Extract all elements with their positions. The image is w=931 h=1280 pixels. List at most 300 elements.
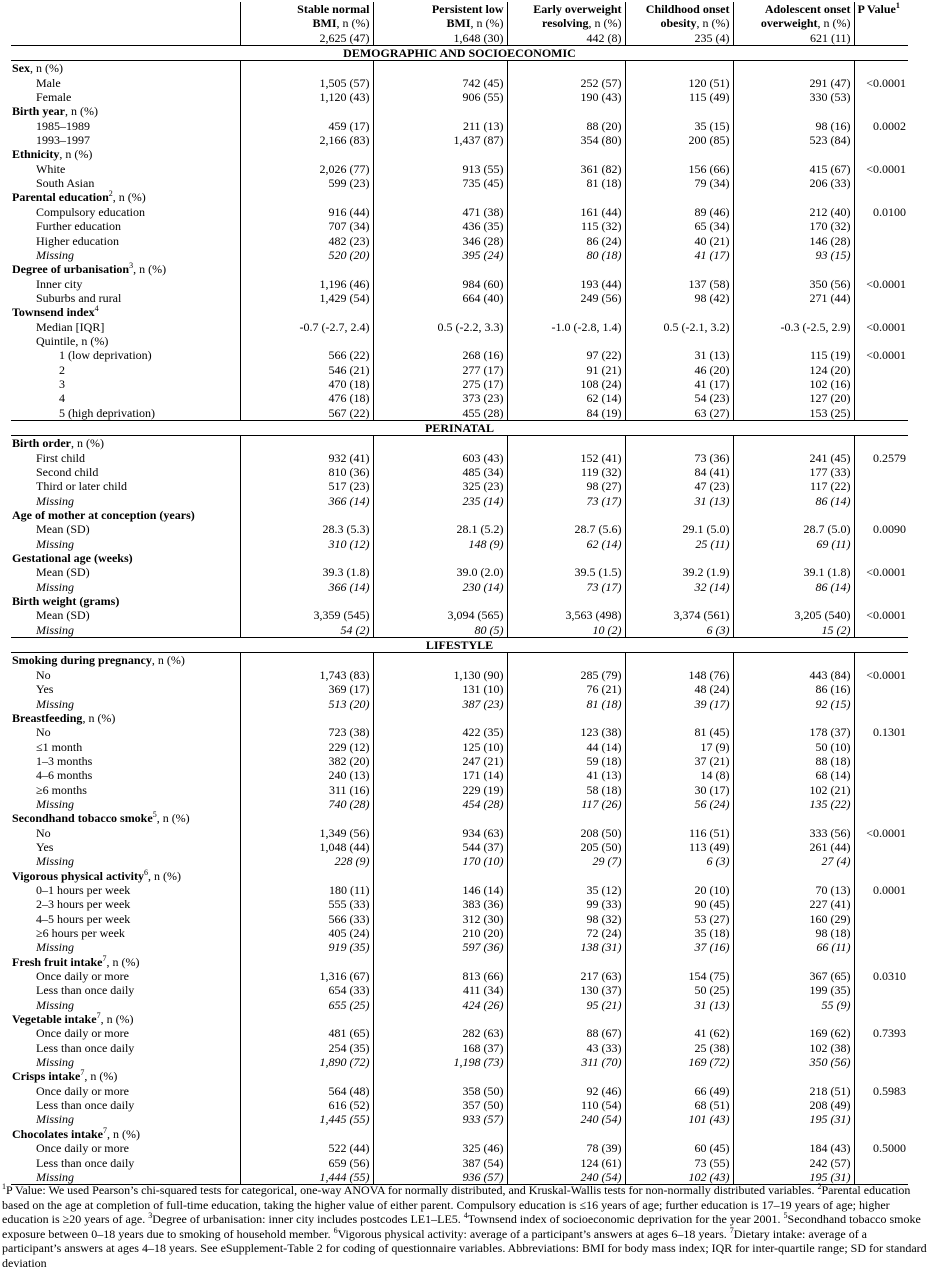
footnote-marker: 5 xyxy=(152,811,157,820)
row-label: Male xyxy=(36,75,61,90)
blank-cell xyxy=(373,508,507,522)
cell-value: 99 (33) xyxy=(507,897,625,911)
row-label: First child xyxy=(36,450,86,465)
footnote-marker: 7 xyxy=(80,1069,85,1078)
cell-value: 66 (11) xyxy=(733,940,854,954)
table-row xyxy=(11,840,908,854)
footnote-marker: 3 xyxy=(129,262,134,271)
group-header-count: 2,625 (47) xyxy=(240,31,373,46)
cell-value: 62 (14) xyxy=(507,391,625,405)
cell-value: 735 (45) xyxy=(373,176,507,190)
cell-value: 78 (39) xyxy=(507,1141,625,1155)
row-label: South Asian xyxy=(36,176,95,191)
cell-value: 98 (42) xyxy=(625,291,733,305)
row-label: White xyxy=(36,161,66,176)
cell-value: 346 (28) xyxy=(373,234,507,248)
table-row xyxy=(11,668,908,682)
cell-value: -0.7 (-2.7, 2.4) xyxy=(240,320,373,334)
row-label: ≥6 months xyxy=(36,782,87,797)
group-header-count: 235 (4) xyxy=(625,31,733,46)
p-value xyxy=(854,1055,908,1069)
variable-row xyxy=(11,436,908,451)
row-label: ≤1 month xyxy=(36,739,83,754)
cell-value: 124 (61) xyxy=(507,1156,625,1170)
cell-value: 742 (45) xyxy=(373,76,507,90)
p-value xyxy=(854,537,908,551)
variable-label xyxy=(11,811,240,825)
table-body xyxy=(11,46,908,1185)
cell-value: 98 (18) xyxy=(733,926,854,940)
cell-value: 271 (44) xyxy=(733,291,854,305)
p-value xyxy=(854,840,908,854)
cell-value: 3,374 (561) xyxy=(625,608,733,622)
row-label: Missing xyxy=(36,796,75,811)
row-label: Once daily or more xyxy=(36,969,129,984)
p-value xyxy=(854,90,908,104)
cell-value: 39 (17) xyxy=(625,697,733,711)
blank-cell xyxy=(507,305,625,319)
variable-unit: , n (%) xyxy=(112,190,146,205)
group-header-line2 xyxy=(733,16,854,30)
variable-row xyxy=(11,811,908,825)
row-label: Female xyxy=(36,90,72,105)
cell-value xyxy=(507,334,625,348)
table-row xyxy=(11,76,908,90)
p-value: <0.0001 xyxy=(854,277,908,291)
cell-value: 6 (3) xyxy=(625,854,733,868)
cell-value: 31 (13) xyxy=(625,348,733,362)
blank-cell xyxy=(373,305,507,319)
cell-value: 199 (35) xyxy=(733,983,854,997)
blank-cell xyxy=(733,1127,854,1141)
table-row xyxy=(11,682,908,696)
footnote-body: Townsend index of socioeconomic deprivation for the year 2001. xyxy=(467,1212,781,1227)
cell-value: 86 (14) xyxy=(733,494,854,508)
blank-cell xyxy=(733,1069,854,1083)
cell-value: 89 (46) xyxy=(625,205,733,219)
cell-value: 102 (43) xyxy=(625,1170,733,1185)
cell-value: 88 (67) xyxy=(507,1026,625,1040)
blank-cell xyxy=(373,1127,507,1141)
cell-value: 70 (13) xyxy=(733,883,854,897)
variable-row xyxy=(11,551,908,565)
cell-value: 599 (23) xyxy=(240,176,373,190)
cell-value: 471 (38) xyxy=(373,205,507,219)
blank-cell xyxy=(240,1012,373,1026)
cell-value: 63 (27) xyxy=(625,406,733,421)
blank-cell xyxy=(854,1127,908,1141)
p-value xyxy=(854,740,908,754)
variable-row xyxy=(11,869,908,883)
cell-value: 153 (25) xyxy=(733,406,854,421)
blank-cell xyxy=(854,147,908,161)
cell-value: 210 (20) xyxy=(373,926,507,940)
p-value xyxy=(854,797,908,811)
cell-value: 984 (60) xyxy=(373,277,507,291)
cell-value: 76 (21) xyxy=(507,682,625,696)
table-row xyxy=(11,926,908,940)
blank-cell xyxy=(733,869,854,883)
cell-value xyxy=(733,334,854,348)
cell-value: 208 (50) xyxy=(507,826,625,840)
cell-value: 28.7 (5.0) xyxy=(733,522,854,536)
cell-value: 405 (24) xyxy=(240,926,373,940)
group-header-bold: BMI xyxy=(312,16,337,31)
cell-value: 366 (14) xyxy=(240,494,373,508)
blank-cell xyxy=(240,305,373,319)
p-value xyxy=(854,926,908,940)
cell-value: 916 (44) xyxy=(240,205,373,219)
table-row xyxy=(11,1041,908,1055)
cell-value: 98 (32) xyxy=(507,912,625,926)
group-header-rest: , n (%) xyxy=(336,16,370,31)
cell-value: 56 (24) xyxy=(625,797,733,811)
blank-cell xyxy=(625,104,733,118)
blank-cell xyxy=(625,711,733,725)
cell-value: 135 (22) xyxy=(733,797,854,811)
cell-value: 39.2 (1.9) xyxy=(625,565,733,579)
row-label: 1–3 months xyxy=(36,753,93,768)
cell-value: 184 (43) xyxy=(733,1141,854,1155)
variable-label xyxy=(11,190,240,204)
group-header-line2 xyxy=(240,16,373,30)
cell-value: 3,205 (540) xyxy=(733,608,854,622)
table-row xyxy=(11,740,908,754)
p-value xyxy=(854,479,908,493)
cell-value: 40 (21) xyxy=(625,234,733,248)
section-title: LIFESTYLE xyxy=(11,638,908,653)
blank-cell xyxy=(625,1012,733,1026)
cell-value: 603 (43) xyxy=(373,451,507,465)
p-value xyxy=(854,334,908,348)
variable-label xyxy=(11,147,240,161)
variable-unit: , n (%) xyxy=(100,1012,134,1027)
cell-value: 170 (10) xyxy=(373,854,507,868)
variable-unit: , n (%) xyxy=(59,147,93,162)
table-row xyxy=(11,998,908,1012)
row-label: Missing xyxy=(36,247,75,262)
cell-value: 913 (55) xyxy=(373,162,507,176)
cell-value: 48 (24) xyxy=(625,682,733,696)
cell-value: 229 (12) xyxy=(240,740,373,754)
blank-cell xyxy=(733,711,854,725)
p-value xyxy=(854,219,908,233)
variable-row xyxy=(11,147,908,161)
variable-label xyxy=(11,955,240,969)
cell-value: 130 (37) xyxy=(507,983,625,997)
cell-value: 73 (55) xyxy=(625,1156,733,1170)
cell-value: 101 (43) xyxy=(625,1112,733,1126)
table-row xyxy=(11,883,908,897)
cell-value: 68 (14) xyxy=(733,768,854,782)
cell-value: 39.5 (1.5) xyxy=(507,565,625,579)
blank-cell xyxy=(240,508,373,522)
footnote-number: 4 xyxy=(463,1211,468,1221)
variable-row xyxy=(11,955,908,969)
cell-value: 28.1 (5.2) xyxy=(373,522,507,536)
cell-value: 88 (18) xyxy=(733,754,854,768)
cell-value: 81 (45) xyxy=(625,725,733,739)
table-row xyxy=(11,320,908,334)
cell-value: 2,026 (77) xyxy=(240,162,373,176)
cell-value: 654 (33) xyxy=(240,983,373,997)
table-row xyxy=(11,1156,908,1170)
cell-value: 60 (45) xyxy=(625,1141,733,1155)
footnote-marker: 4 xyxy=(94,305,99,314)
row-label: 2 xyxy=(59,362,65,377)
blank-cell xyxy=(373,711,507,725)
row-label: Missing xyxy=(36,997,75,1012)
blank-cell xyxy=(373,1069,507,1083)
blank-cell xyxy=(507,869,625,883)
table-row xyxy=(11,565,908,579)
cell-value: 171 (14) xyxy=(373,768,507,782)
p-value: 0.0002 xyxy=(854,119,908,133)
cell-value: 228 (9) xyxy=(240,854,373,868)
blank-cell xyxy=(240,190,373,204)
cell-value: 66 (49) xyxy=(625,1084,733,1098)
footnote-marker: 6 xyxy=(144,868,149,877)
cell-value: 116 (51) xyxy=(625,826,733,840)
row-label: Mean (SD) xyxy=(36,522,90,537)
table-row xyxy=(11,377,908,391)
variable-name: Vigorous physical activity xyxy=(12,868,145,883)
cell-value: 330 (53) xyxy=(733,90,854,104)
blank-cell xyxy=(625,551,733,565)
table-row xyxy=(11,1112,908,1126)
blank-cell xyxy=(373,811,507,825)
blank-cell xyxy=(507,1127,625,1141)
table-row xyxy=(11,479,908,493)
blank-cell xyxy=(373,869,507,883)
variable-row xyxy=(11,104,908,118)
cell-value: 254 (35) xyxy=(240,1041,373,1055)
cell-value: 125 (10) xyxy=(373,740,507,754)
cell-value: 564 (48) xyxy=(240,1084,373,1098)
cell-value: 93 (15) xyxy=(733,248,854,262)
blank-cell xyxy=(854,190,908,204)
cell-value: 810 (36) xyxy=(240,465,373,479)
variable-label xyxy=(11,262,240,276)
cell-value: 80 (5) xyxy=(373,623,507,638)
blank-cell xyxy=(854,1012,908,1026)
cell-value: 567 (22) xyxy=(240,406,373,421)
cell-value: 168 (37) xyxy=(373,1041,507,1055)
blank-cell xyxy=(240,551,373,565)
cell-value: 113 (49) xyxy=(625,840,733,854)
cell-value: 655 (25) xyxy=(240,998,373,1012)
cell-value: 47 (23) xyxy=(625,479,733,493)
footnote-text xyxy=(2,1183,927,1271)
cell-value: 73 (17) xyxy=(507,580,625,594)
blank-cell xyxy=(854,551,908,565)
row-label: Missing xyxy=(36,493,75,508)
blank-cell xyxy=(733,955,854,969)
cell-value: 180 (11) xyxy=(240,883,373,897)
footnote-body: Secondhand tobacco smoke exposure between 0–18 years due to smoking of household member. xyxy=(2,1212,921,1241)
cell-value: 659 (56) xyxy=(240,1156,373,1170)
cell-value: 28.3 (5.3) xyxy=(240,522,373,536)
cell-value: 131 (10) xyxy=(373,682,507,696)
cell-value: 333 (56) xyxy=(733,826,854,840)
variable-label xyxy=(11,436,240,451)
table-row xyxy=(11,940,908,954)
cell-value: 241 (45) xyxy=(733,451,854,465)
p-value xyxy=(854,940,908,954)
cell-value: 350 (56) xyxy=(733,1055,854,1069)
variable-label xyxy=(11,551,240,565)
variable-row xyxy=(11,61,908,76)
p-value xyxy=(854,623,908,638)
blank-cell xyxy=(373,1012,507,1026)
cell-value: 29 (7) xyxy=(507,854,625,868)
table-row xyxy=(11,1055,908,1069)
variable-unit: , n (%) xyxy=(82,710,116,725)
p-value xyxy=(854,682,908,696)
footnote-marker: 7 xyxy=(102,954,107,963)
cell-value: 1,445 (55) xyxy=(240,1112,373,1126)
table-row xyxy=(11,1084,908,1098)
cell-value: 1,429 (54) xyxy=(240,291,373,305)
blank-cell xyxy=(507,262,625,276)
cell-value: 73 (17) xyxy=(507,494,625,508)
group-header-line1: Early overweight xyxy=(507,2,625,16)
p-value xyxy=(854,1041,908,1055)
blank-cell xyxy=(625,508,733,522)
cell-value: 146 (14) xyxy=(373,883,507,897)
cell-value: 29.1 (5.0) xyxy=(625,522,733,536)
pvalue-header-blank xyxy=(854,16,908,30)
cell-value: 17 (9) xyxy=(625,740,733,754)
blank-cell xyxy=(507,190,625,204)
group-header-line2 xyxy=(373,16,507,30)
blank-cell xyxy=(507,1069,625,1083)
blank-cell xyxy=(240,955,373,969)
blank-cell xyxy=(507,551,625,565)
p-value xyxy=(854,754,908,768)
blank-cell xyxy=(507,594,625,608)
section-row xyxy=(11,420,908,435)
header-row-title xyxy=(11,2,908,16)
group-header-rest: , n (%) xyxy=(470,16,504,31)
variable-label xyxy=(11,1127,240,1141)
cell-value: 310 (12) xyxy=(240,537,373,551)
row-label: Quintile, n (%) xyxy=(36,333,109,348)
blank-cell xyxy=(733,61,854,76)
row-label: 1993–1997 xyxy=(36,133,90,148)
p-value: 0.0310 xyxy=(854,969,908,983)
table-row xyxy=(11,219,908,233)
cell-value: 455 (28) xyxy=(373,406,507,421)
cell-value: 97 (22) xyxy=(507,348,625,362)
variable-label xyxy=(11,653,240,668)
variable-name: Age of mother at conception (years) xyxy=(12,508,195,523)
cell-value: 177 (33) xyxy=(733,465,854,479)
p-value xyxy=(854,1112,908,1126)
table-header xyxy=(11,2,908,46)
table-row xyxy=(11,623,908,638)
p-value xyxy=(854,783,908,797)
variable-name: Birth order xyxy=(12,436,71,451)
cell-value: 1,316 (67) xyxy=(240,969,373,983)
header-corner-cell xyxy=(11,31,240,46)
cell-value: 3,094 (565) xyxy=(373,608,507,622)
table-row xyxy=(11,391,908,405)
cell-value: 92 (46) xyxy=(507,1084,625,1098)
row-label: Once daily or more xyxy=(36,1083,129,1098)
row-label: Inner city xyxy=(36,276,83,291)
variable-row xyxy=(11,190,908,204)
row-label: 4 xyxy=(59,391,65,406)
cell-value: 59 (18) xyxy=(507,754,625,768)
cell-value: 115 (32) xyxy=(507,219,625,233)
cell-value: 138 (31) xyxy=(507,940,625,954)
variable-name: Fresh fruit intake xyxy=(12,954,103,969)
footnotes xyxy=(2,1183,927,1271)
cell-value: 69 (11) xyxy=(733,537,854,551)
group-header-line1: Stable normal xyxy=(240,2,373,16)
header-row-counts xyxy=(11,31,908,46)
cell-value: 933 (57) xyxy=(373,1112,507,1126)
p-value: <0.0001 xyxy=(854,826,908,840)
blank-cell xyxy=(625,1127,733,1141)
variable-row xyxy=(11,653,908,668)
cell-value: 169 (62) xyxy=(733,1026,854,1040)
group-header-bold: obesity xyxy=(660,16,697,31)
pvalue-header-sup: 1 xyxy=(895,2,900,10)
cell-value: 906 (55) xyxy=(373,90,507,104)
cell-value: 383 (36) xyxy=(373,897,507,911)
p-value: 0.1301 xyxy=(854,725,908,739)
table-row xyxy=(11,826,908,840)
table-row xyxy=(11,797,908,811)
cell-value: 3,563 (498) xyxy=(507,608,625,622)
table-row xyxy=(11,348,908,362)
blank-cell xyxy=(625,61,733,76)
blank-cell xyxy=(240,1127,373,1141)
blank-cell xyxy=(240,436,373,451)
blank-cell xyxy=(373,955,507,969)
table-row xyxy=(11,697,908,711)
cell-value: 1,444 (55) xyxy=(240,1170,373,1185)
p-value xyxy=(854,133,908,147)
cell-value: 373 (23) xyxy=(373,391,507,405)
p-value: 0.0100 xyxy=(854,205,908,219)
p-value: <0.0001 xyxy=(854,668,908,682)
header-corner-cell xyxy=(11,16,240,30)
table-row xyxy=(11,580,908,594)
row-label: Compulsory education xyxy=(36,204,145,219)
p-value xyxy=(854,176,908,190)
cell-value: 919 (35) xyxy=(240,940,373,954)
cell-value xyxy=(240,334,373,348)
blank-cell xyxy=(373,262,507,276)
row-label: Second child xyxy=(36,465,99,479)
cell-value: 81 (18) xyxy=(507,176,625,190)
blank-cell xyxy=(373,551,507,565)
cell-value: 1,198 (73) xyxy=(373,1055,507,1069)
p-value: 0.5983 xyxy=(854,1084,908,1098)
cell-value: 115 (19) xyxy=(733,348,854,362)
cell-value: 3,359 (545) xyxy=(240,608,373,622)
footnote-number: 2 xyxy=(817,1182,822,1191)
cell-value: 178 (37) xyxy=(733,725,854,739)
table-row xyxy=(11,451,908,465)
blank-cell xyxy=(240,653,373,668)
pvalue-header-text: P Value xyxy=(857,2,896,16)
group-header-bold: resolving xyxy=(542,16,589,31)
blank-cell xyxy=(373,104,507,118)
